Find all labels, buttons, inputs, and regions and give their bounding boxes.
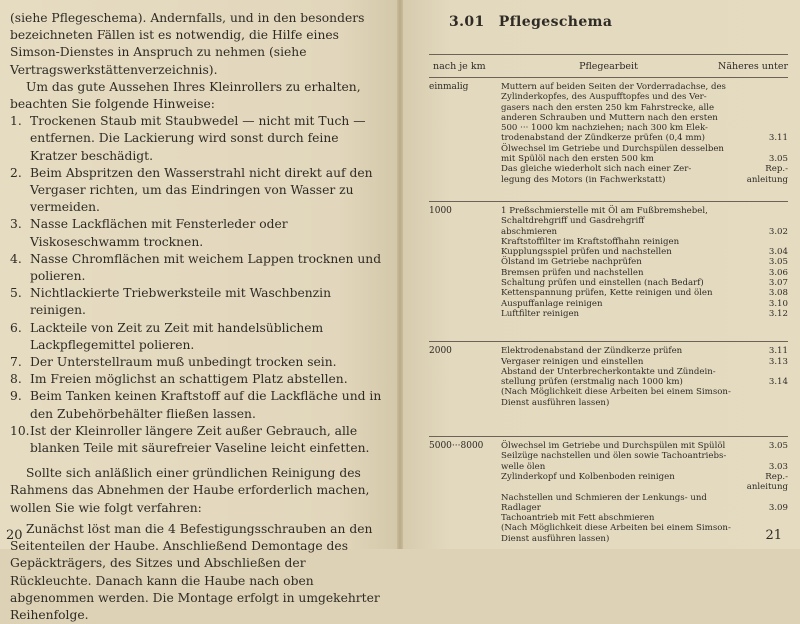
reference-section: anleitung (746, 482, 788, 493)
hint-text: Nasse Lackflächen mit Fensterleder oder Viskoseschwamm trocknen. (30, 217, 288, 249)
maintenance-task: Nachstellen und Schmieren der Lenkungs- und (501, 492, 707, 503)
interval-km (429, 367, 501, 377)
interval-km (429, 103, 501, 113)
maintenance-task: stellung prüfen (erstmalig nach 1000 km) (501, 377, 683, 388)
schedule-row (429, 367, 788, 377)
maintenance-task: Radlager (501, 502, 541, 513)
maintenance-task: legung des Motors (in Fachwerkstatt) (501, 174, 666, 185)
maintenance-task: Vergaser reinigen und einstellen (501, 356, 644, 367)
maintenance-task: welle ölen (501, 461, 546, 472)
maintenance-task: Kettenspannung prüfen, Kette reinigen und ölen (501, 288, 713, 299)
reference-section: 3.05 (768, 441, 788, 452)
interval-km (429, 216, 501, 226)
schedule-row (429, 216, 788, 226)
reference-section (736, 493, 788, 503)
maintenance-task: Schaltdrehgriff und Gasdrehgriff (501, 216, 645, 227)
maintenance-task: Bremsen prüfen und nachstellen (501, 267, 644, 278)
schedule-row (429, 482, 788, 492)
maintenance-task: 500 ··· 1000 km nachziehen; nach 300 km Elek- (501, 123, 708, 134)
interval-km (429, 377, 501, 387)
maintenance-task: Seilzüge nachstellen und ölen sowie Tachoantriebs- (501, 451, 727, 462)
schedule-row (429, 144, 788, 154)
reference-section (736, 451, 788, 461)
maintenance-task: Ölwechsel im Getriebe und Durchspülen desselben (501, 143, 724, 154)
maintenance-task: Das gleiche wiederholt sich nach einer Zer- (501, 164, 692, 175)
maintenance-task: Elektrodenabstand der Zündkerze prüfen (501, 346, 683, 357)
schedule-row (429, 377, 788, 387)
reference-section: 3.02 (768, 226, 788, 237)
maintenance-task: Kupplungsspiel prüfen und nachstellen (501, 247, 672, 258)
hint-item (10, 423, 387, 457)
hint-item (10, 388, 387, 422)
reference-section (736, 237, 788, 247)
interval-km (429, 299, 501, 309)
hint-number: 3. (10, 217, 22, 232)
interval-km (429, 398, 501, 408)
reference-section: 3.09 (768, 502, 788, 513)
hint-item (10, 165, 387, 217)
reference-section: 3.03 (768, 461, 788, 472)
hood-steps-paragraph: Zunächst löst man die 4 Befestigungsschrauben an den Seitenteilen der Haube. Anschließend Demontage des Gepäckträgers, des Sitzes und Abschließen der Rückleuchte. Danach kann die Haube nach oben abgenommen werden. Die Montage erfolgt in umgekehrter Reihenfolge. (10, 521, 380, 622)
maintenance-task: abschmieren (501, 226, 558, 237)
maintenance-task: trodenabstand der Zündkerze prüfen (0,4 mm) (501, 133, 706, 144)
hint-item (10, 113, 387, 165)
interval-km (429, 92, 501, 102)
hint-number: 7. (10, 355, 22, 370)
reference-section (736, 216, 788, 226)
maintenance-task: mit Spülöl nach den ersten 500 km (501, 154, 654, 165)
page-number-left: 20 (6, 528, 23, 543)
interval-km (429, 534, 501, 544)
maintenance-task: Luftfilter reinigen (501, 308, 580, 319)
interval-km: 1000 (429, 205, 452, 216)
hint-number: 2. (10, 165, 22, 180)
hint-text: Ist der Kleinroller längere Zeit außer Gebrauch, alle blanken Teile mit säurefreier Vaseline leicht einfetten. (30, 423, 370, 456)
schedule-row (429, 503, 788, 513)
schedule-row (429, 164, 788, 174)
schedule-row (429, 346, 788, 356)
maintenance-task: Ölstand im Getriebe nachprüfen (501, 257, 642, 268)
reference-section (736, 92, 788, 102)
hint-item (10, 285, 387, 319)
schedule-block (429, 436, 788, 572)
schedule-row (429, 441, 788, 451)
reference-section: 3.05 (768, 154, 788, 165)
hint-text: Nasse Chromflächen mit weichem Lappen trocknen und polieren. (30, 251, 382, 284)
block-spacer (429, 319, 788, 335)
reference-section: 3.13 (768, 356, 788, 367)
reference-section: 3.12 (768, 308, 788, 319)
hint-number: 1. (10, 114, 22, 129)
reference-section (736, 387, 788, 397)
interval-km (429, 472, 501, 482)
schedule-row (429, 113, 788, 123)
section-number: 3.01 (449, 14, 485, 30)
schedule-row (429, 357, 788, 367)
hint-number: 6. (10, 320, 22, 335)
interval-km (429, 113, 501, 123)
interval-km: 2000 (429, 346, 452, 357)
interval-km: einmalig (429, 82, 469, 92)
maintenance-task: Ölwechsel im Getriebe und Durchspülen mit Spülöl (501, 441, 726, 452)
reference-section: anleitung (746, 174, 788, 185)
schedule-row (429, 175, 788, 185)
section-heading (449, 14, 788, 30)
schedule-row (429, 247, 788, 257)
schedule-row (429, 278, 788, 288)
header-ref: Näheres unter (718, 61, 788, 72)
intro-paragraph: (siehe Pflegeschema). Andernfalls, und in den besonders bezeichneten Fällen ist es notwendig, die Hilfe eines Simson-Dienstes in Anspruch zu nehmen (siehe Vertragswerkstättenverzeichnis). (10, 11, 365, 77)
schedule-row (429, 103, 788, 113)
hood-paragraph: Sollte sich anläßlich einer gründlichen Reinigung des Rahmens das Abnehmen der Haube erforderlich machen, wollen Sie wie folgt verfahren: (10, 466, 370, 515)
hint-item (10, 371, 387, 388)
reference-section: 3.14 (768, 377, 788, 388)
header-task: Pflegearbeit (579, 61, 638, 72)
reference-section (736, 113, 788, 123)
interval-km (429, 154, 501, 164)
interval-km (429, 175, 501, 185)
maintenance-task: Schaltung prüfen und einstellen (nach Bedarf) (501, 278, 704, 289)
schedule-row (429, 154, 788, 164)
schedule-row (429, 387, 788, 397)
schedule-row (429, 92, 788, 102)
reference-section: 3.11 (768, 346, 788, 357)
interval-km (429, 523, 501, 533)
table-header (429, 55, 788, 77)
left-page (0, 0, 397, 622)
page-number-right: 21 (765, 528, 782, 543)
maintenance-task (501, 482, 736, 492)
schedule-row (429, 268, 788, 278)
reference-section (736, 144, 788, 154)
hint-number: 8. (10, 372, 22, 387)
schedule-row (429, 462, 788, 472)
interval-km (429, 268, 501, 278)
hint-number: 5. (10, 286, 22, 301)
reference-section (736, 103, 788, 113)
hint-text: Nichtlackierte Triebwerksteile mit Waschbenzin reinigen. (30, 286, 331, 318)
maintenance-task: gasers nach den ersten 250 km Fahrstrecke, alle (501, 102, 715, 113)
interval-km (429, 144, 501, 154)
interval-km (429, 451, 501, 461)
schedule-row (429, 288, 788, 298)
maintenance-task: 1 Preßschmierstelle mit Öl am Fußbremshebel, (501, 205, 708, 216)
hint-text: Trockenen Staub mit Staubwedel — nicht mit Tuch — entfernen. Die Lackierung wird sonst durch feine Kratzer beschädigt. (30, 114, 366, 163)
interval-km (429, 237, 501, 247)
interval-km: 5000···8000 (429, 441, 484, 452)
schedule-row (429, 451, 788, 461)
schedule-row (429, 309, 788, 319)
interval-km (429, 257, 501, 267)
schedule-row (429, 237, 788, 247)
hint-number: 4. (10, 251, 22, 266)
schedule-row (429, 227, 788, 237)
interval-km (429, 357, 501, 367)
maintenance-task: Zylinderkopfes, des Auspufftopfes und des Ver- (501, 92, 707, 103)
maintenance-task: Dienst ausführen lassen) (501, 397, 610, 408)
hint-text: Beim Abspritzen den Wasserstrahl nicht direkt auf den Vergaser richten, um das Eindringen von Wasser zu vermeiden. (30, 165, 373, 215)
reference-section (736, 123, 788, 133)
reference-section: 3.11 (768, 133, 788, 144)
reference-section: Rep.- (765, 471, 788, 482)
hints-lead: Um das gute Aussehen Ihres Kleinrollers zu erhalten, beachten Sie folgende Hinweise: (10, 79, 361, 112)
care-hints-list (10, 113, 387, 457)
schedule-row (429, 523, 788, 533)
maintenance-task: Tachoantrieb mit Fett abschmieren (501, 513, 655, 524)
interval-km (429, 227, 501, 237)
interval-km (429, 387, 501, 397)
interval-km (429, 123, 501, 133)
hint-text: Im Freien möglichst an schattigem Platz abstellen. (30, 372, 348, 387)
schedule-block (429, 341, 788, 436)
hint-item (10, 216, 387, 250)
schedule-row (429, 472, 788, 482)
reference-section (736, 82, 788, 92)
reference-section (736, 367, 788, 377)
hint-number: 9. (10, 389, 22, 404)
interval-km (429, 493, 501, 503)
maintenance-task: (Nach Möglichkeit diese Arbeiten bei einem Simson- (501, 387, 731, 398)
reference-section: 3.08 (768, 288, 788, 299)
interval-km (429, 482, 501, 492)
maintenance-task: Auspuffanlage reinigen (501, 298, 603, 309)
schedule-row (429, 513, 788, 523)
interval-km (429, 462, 501, 472)
maintenance-task: Dienst ausführen lassen) (501, 533, 610, 544)
hint-number: 10. (10, 423, 30, 438)
schedule-block (429, 78, 788, 201)
schedule-row (429, 493, 788, 503)
schedule-row (429, 299, 788, 309)
reference-section: 3.10 (768, 298, 788, 309)
hint-text: Der Unterstellraum muß unbedingt trocken sein. (30, 355, 337, 370)
reference-section (736, 513, 788, 523)
interval-km (429, 288, 501, 298)
interval-km (429, 133, 501, 143)
reference-section: 3.05 (768, 257, 788, 268)
interval-km (429, 309, 501, 319)
maintenance-task: Zylinderkopf und Kolbenboden reinigen (501, 471, 675, 482)
interval-km (429, 503, 501, 513)
maintenance-task: (Nach Möglichkeit diese Arbeiten bei einem Simson- (501, 523, 731, 534)
hint-item (10, 320, 387, 354)
schedule-row (429, 257, 788, 267)
right-page (403, 0, 800, 549)
hint-text: Lackteile von Zeit zu Zeit mit handelsüblichem Lackpflegemittel polieren. (30, 320, 324, 352)
care-schedule-table (429, 78, 788, 572)
block-spacer (429, 408, 788, 430)
hint-item (10, 251, 387, 285)
reference-section (736, 206, 788, 216)
reference-section: Rep.- (765, 164, 788, 175)
block-spacer (429, 185, 788, 195)
schedule-row (429, 206, 788, 216)
section-title: Pflegeschema (498, 14, 613, 30)
maintenance-task: Abstand der Unterbrecherkontakte und Zündein- (501, 366, 716, 377)
maintenance-task: anderen Schrauben und Muttern nach den ersten (501, 112, 718, 123)
hint-item (10, 354, 387, 371)
reference-section: 3.04 (768, 247, 788, 258)
block-spacer (429, 544, 788, 566)
schedule-row (429, 398, 788, 408)
schedule-row (429, 534, 788, 544)
header-km: nach je km (433, 61, 486, 72)
interval-km (429, 278, 501, 288)
interval-km (429, 247, 501, 257)
interval-km (429, 513, 501, 523)
maintenance-task: Muttern auf beiden Seiten der Vorderradachse, des (501, 82, 726, 92)
reference-section: 3.07 (768, 278, 788, 289)
schedule-row (429, 82, 788, 92)
schedule-row (429, 133, 788, 143)
schedule-row (429, 123, 788, 133)
reference-section (736, 398, 788, 408)
reference-section: 3.06 (768, 267, 788, 278)
hint-text: Beim Tanken keinen Kraftstoff auf die Lackfläche und in den Zubehörbehälter fließen lassen. (30, 389, 382, 421)
interval-km (429, 164, 501, 174)
schedule-block (429, 201, 788, 341)
maintenance-task: Kraftstoffilter im Kraftstoffhahn reinigen (501, 236, 680, 247)
